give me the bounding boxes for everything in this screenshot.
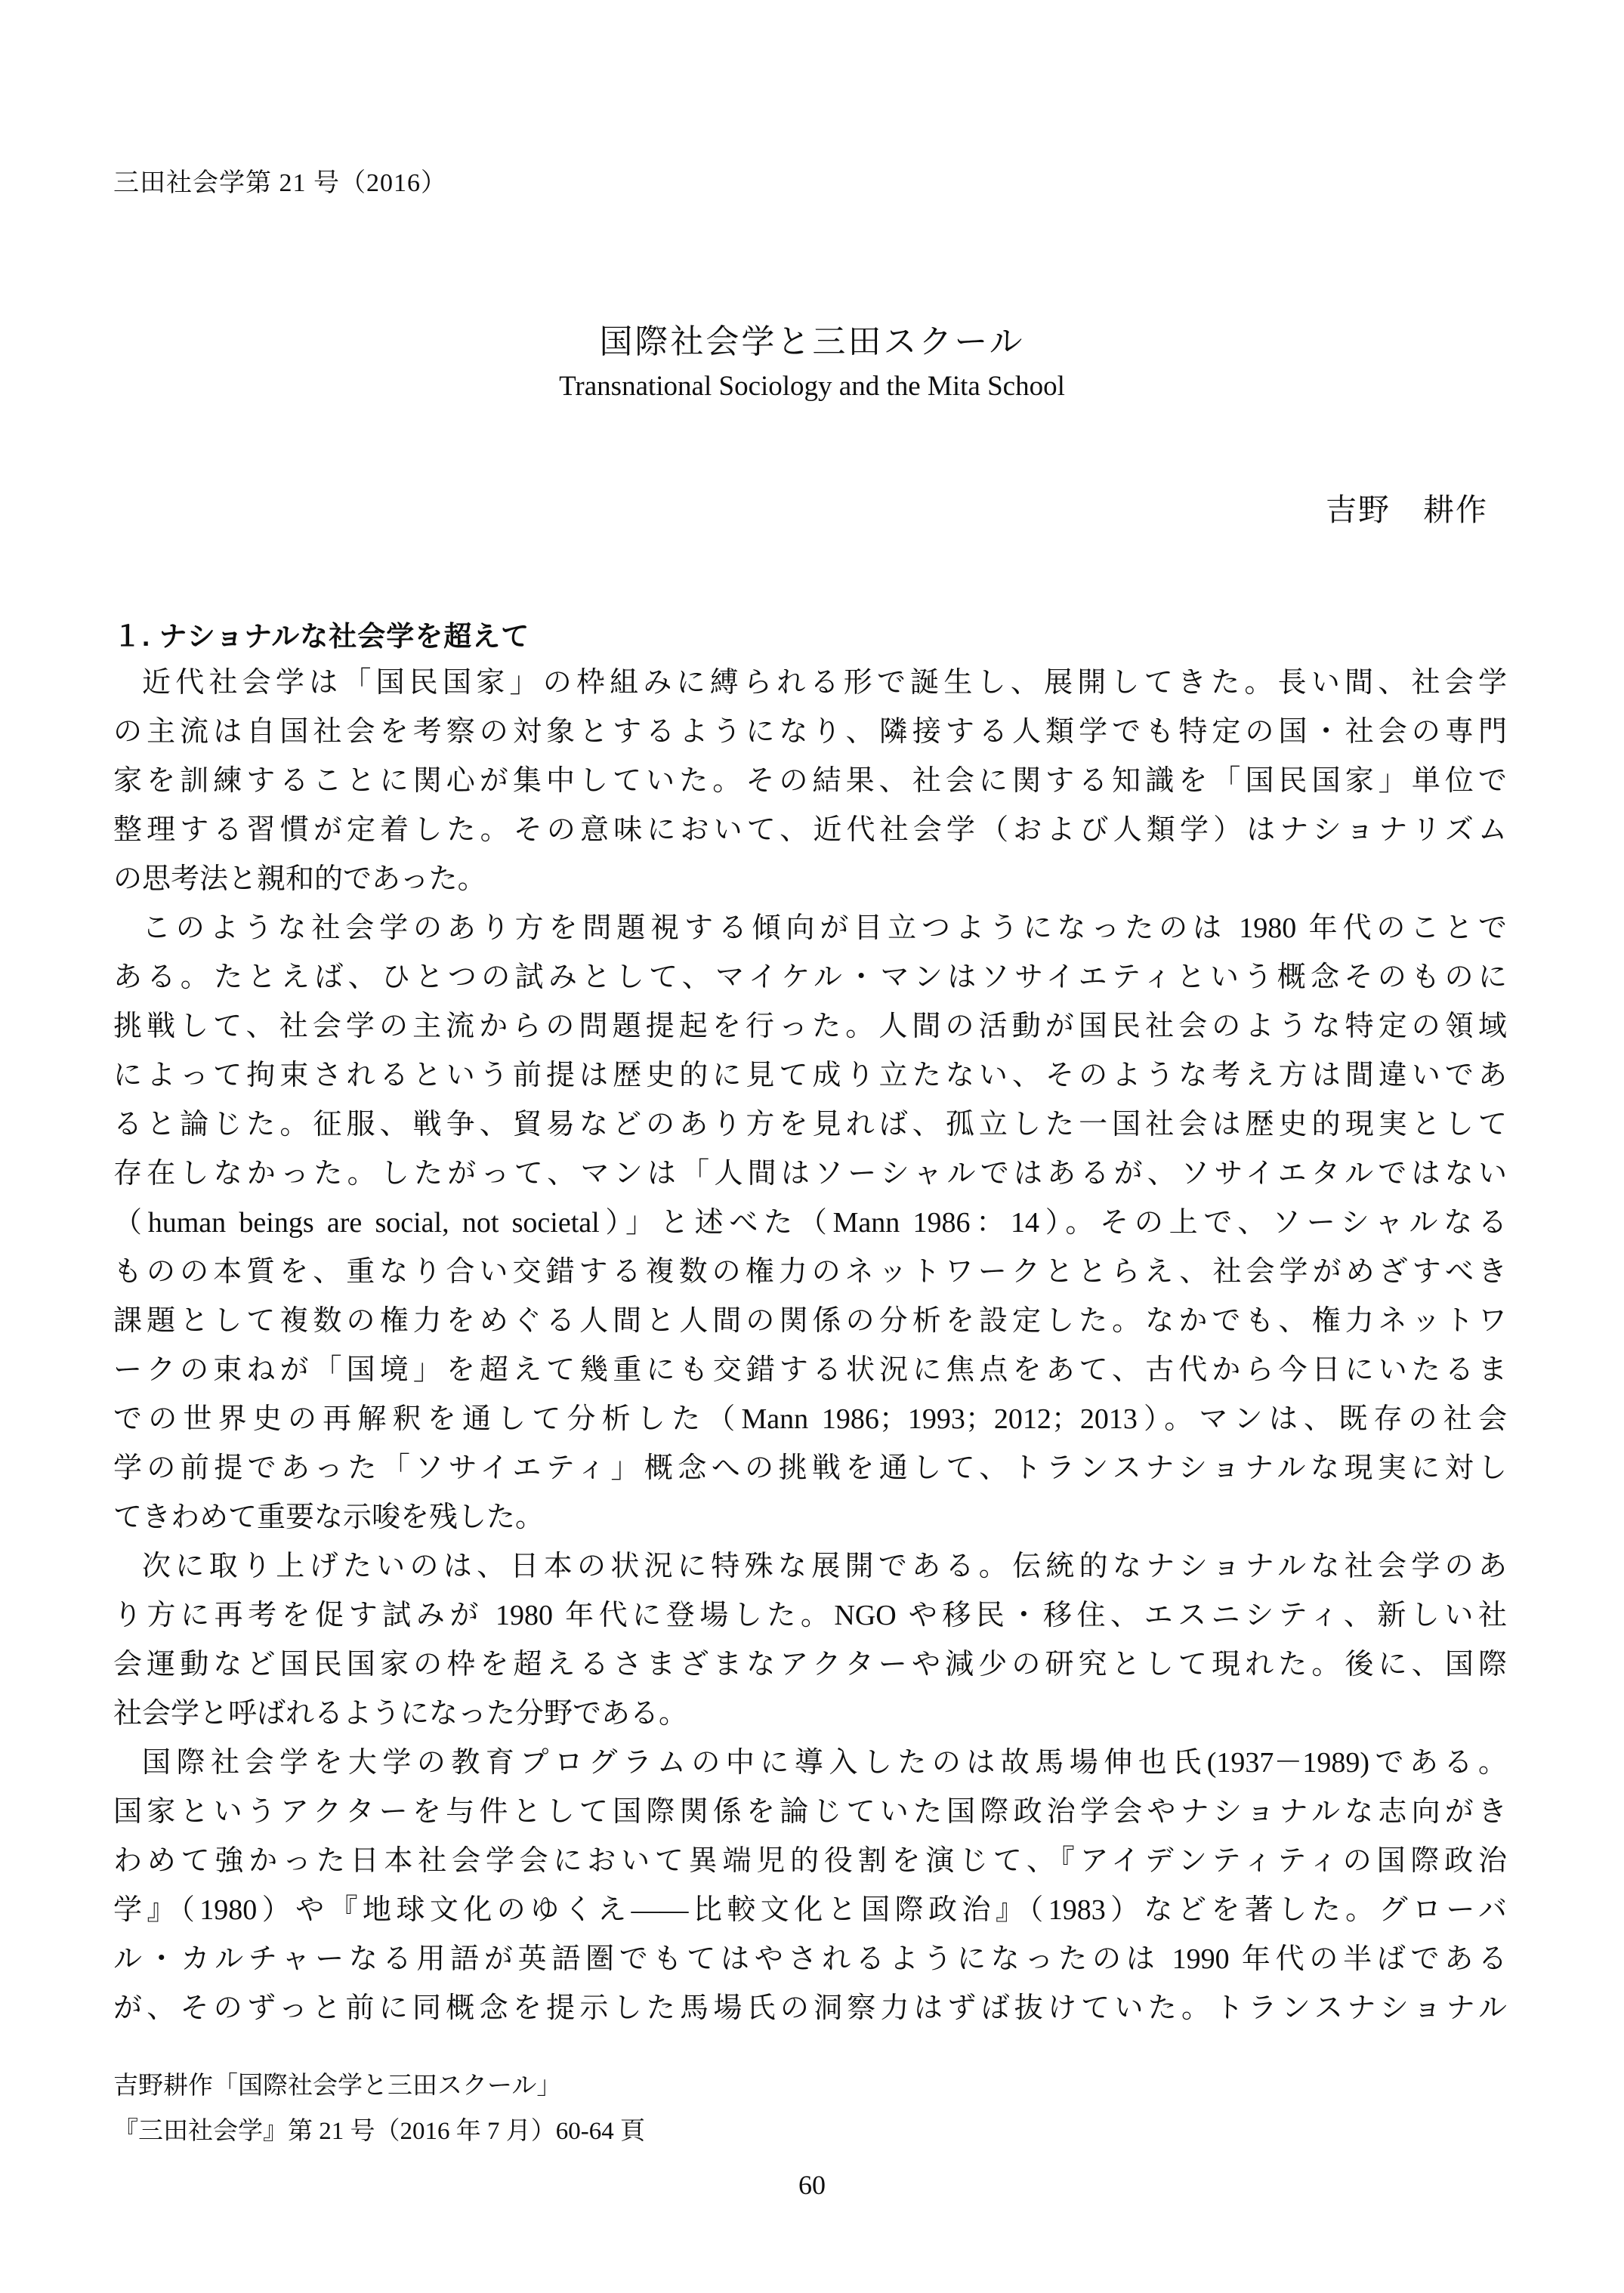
body-text-line: ークの束ねが「国境」を超えて幾重にも交錯する状況に焦点をあて、古代から今日にいたるま — [113, 1354, 1507, 1386]
paragraph — [113, 659, 1507, 904]
body-text-line: （human beings are social, not societal）」と述べた（Mann 1986：14）。その上で、ソーシャルなる — [113, 1207, 1507, 1239]
body-text-line: 学』（1980）や『地球文化のゆくえ――比較文化と国際政治』（1983）などを著した。グローバ — [113, 1894, 1507, 1926]
body-text-line: てきわめて重要な示唆を残した。 — [113, 1501, 545, 1533]
body-paragraphs — [113, 659, 1507, 2033]
body-text-line: の思考法と親和的であった。 — [113, 863, 486, 895]
body-text-line: の主流は自国社会を考察の対象とするようになり、隣接する人類学でも特定の国・社会の専門 — [113, 716, 1507, 748]
body-text-line: での世界史の再解釈を通して分析した（Mann 1986；1993；2012；2013）。マンは、既存の社会 — [113, 1403, 1507, 1435]
body-text-line: 学の前提であった「ソサイエティ」概念への挑戦を通して、トランスナショナルな現実に対し — [113, 1452, 1507, 1484]
footnote-line: 吉野耕作「国際社会学と三田スクール」 — [113, 2072, 562, 2100]
paragraph — [113, 904, 1507, 1542]
paper-subtitle-english: Transnational Sociology and the Mita School — [559, 371, 1065, 402]
body-text-line: 家を訓練することに関心が集中していた。その結果、社会に関する知識を「国民国家」単位で — [113, 765, 1507, 797]
body-text-line: が、そのずっと前に同概念を提示した馬場氏の洞察力はずば抜けていた。トランスナショナル — [113, 1992, 1507, 2024]
body-text-line: わめて強かった日本社会学会において異端児的役割を演じて、『アイデンティティの国際政治 — [113, 1845, 1507, 1877]
body-text-line: 近代社会学は「国民国家」の枠組みに縛られる形で誕生し、展開してきた。長い間、社会学 — [142, 667, 1507, 699]
section-heading: １. ナショナルな社会学を超えて — [113, 621, 530, 652]
footnote-line: 『三田社会学』第 21 号（2016 年 7 月）60-64 頁 — [113, 2118, 645, 2145]
footnote — [113, 2063, 645, 2154]
body-text-line: 整理する習慣が定着した。その意味において、近代社会学（および人類学）はナショナリズム — [113, 814, 1507, 846]
body-text-line: 存在しなかった。したがって、マンは「人間はソーシャルではあるが、ソサイエタルではない — [113, 1158, 1507, 1190]
body-text-line: ものの本質を、重なり合い交錯する複数の権力のネットワークととらえ、社会学がめざすべき — [113, 1256, 1507, 1288]
paragraph — [113, 1542, 1507, 1739]
body-text-line: によって拘束されるという前提は歴史的に見て成り立たない、そのような考え方は間違いであ — [113, 1060, 1507, 1091]
body-text-line: ると論じた。征服、戦争、貿易などのあり方を見れば、孤立した一国社会は歴史的現実として — [113, 1109, 1507, 1140]
paragraph — [113, 1739, 1507, 2033]
body-text-line: 国際社会学を大学の教育プログラムの中に導入したのは故馬場伸也氏(1937－1989)である。 — [142, 1747, 1507, 1779]
author-name: 吉野 耕作 — [1326, 492, 1488, 527]
body-text-line: 国家というアクターを与件として国際関係を論じていた国際政治学会やナショナルな志向がき — [113, 1796, 1507, 1828]
body-text-line: このような社会学のあり方を問題視する傾向が目立つようになったのは 1980 年代のことで — [142, 912, 1507, 944]
body-text-line: 次に取り上げたいのは、日本の状況に特殊な展開である。伝統的なナショナルな社会学のあ — [142, 1551, 1507, 1582]
body-text-line: 社会学と呼ばれるようになった分野である。 — [113, 1698, 688, 1730]
body-text-line: 会運動など国民国家の枠を超えるさまざまなアクターや減少の研究として現れた。後に、国際 — [113, 1649, 1507, 1680]
body-text-line: ル・カルチャーなる用語が英語圏でもてはやされるようになったのは 1990 年代の半ばである — [113, 1943, 1507, 1975]
body-text-line: り方に再考を促す試みが 1980 年代に登場した。NGO や移民・移住、エスニシティ、新しい社 — [113, 1600, 1507, 1631]
journal-issue-header: 三田社会学第 21 号（2016） — [113, 169, 447, 197]
body-text-line: 課題として複数の権力をめぐる人間と人間の関係の分析を設定した。なかでも、権力ネットワ — [113, 1305, 1507, 1337]
paper-title: 国際社会学と三田スクール — [599, 323, 1025, 360]
body-text-line: 挑戦して、社会学の主流からの問題提起を行った。人間の活動が国民社会のような特定の領域 — [113, 1011, 1507, 1042]
body-text-line: ある。たとえば、ひとつの試みとして、マイケル・マンはソサイエティという概念そのものに — [113, 961, 1507, 993]
page-number: 60 — [798, 2170, 826, 2200]
